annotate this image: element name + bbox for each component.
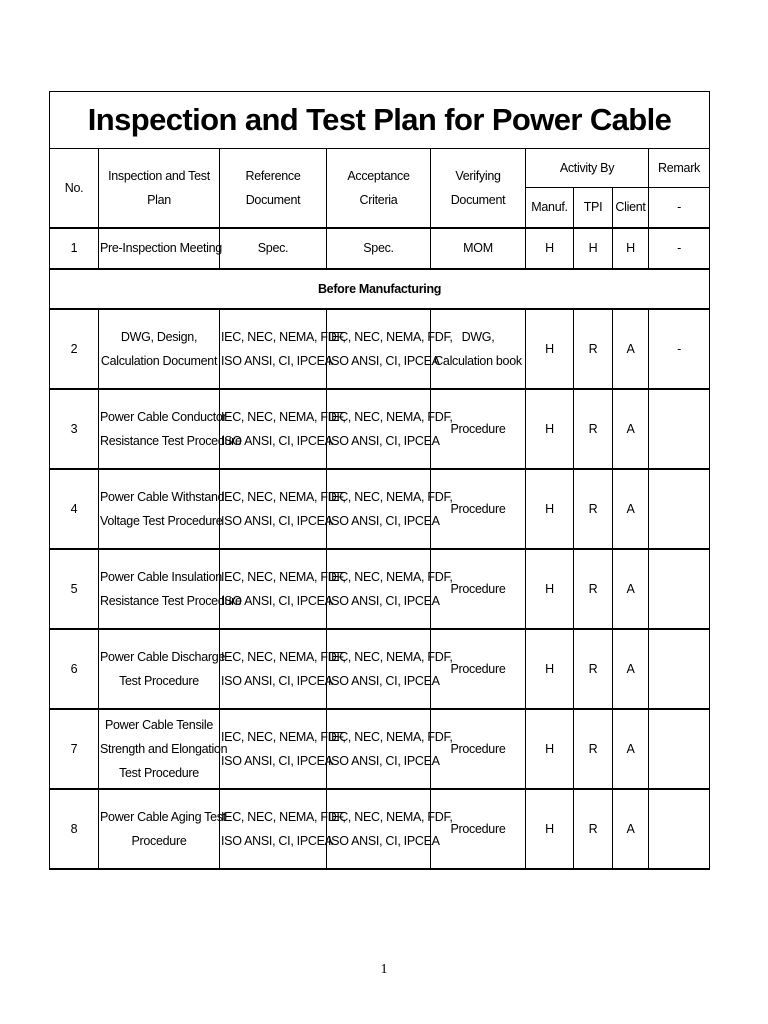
manuf-cell: H [526, 469, 574, 549]
tpi-cell: R [574, 629, 613, 709]
manuf-cell: H [526, 309, 574, 389]
remark-cell: - [649, 309, 710, 389]
tpi-cell: H [574, 228, 613, 269]
client-cell: A [613, 789, 649, 869]
cell-text-line: Procedure [450, 581, 506, 596]
inspection-test-plan-cell [99, 469, 225, 549]
reference-document-cell [220, 709, 346, 789]
table-row [50, 709, 710, 789]
reference-document-cell [220, 469, 346, 549]
row-number-cell: 7 [50, 709, 99, 789]
reference-document-cell [220, 309, 346, 389]
cell-text-line: ISO ANSI, CI, IPCEA [328, 513, 440, 528]
cell-text-line: Strength and Elongation [100, 741, 228, 756]
verifying-document-cell [431, 309, 526, 389]
tpi-cell: R [574, 389, 613, 469]
cell-text-line: Spec. [257, 241, 289, 255]
tpi-cell: R [574, 789, 613, 869]
cell-text-line: MOM [463, 241, 493, 255]
inspection-test-plan-cell [99, 709, 228, 789]
inspection-test-plan-cell [99, 389, 242, 469]
row-number-cell: 6 [50, 629, 99, 709]
cell-text-line: ISO ANSI, CI, IPCEA [221, 353, 333, 368]
inspection-test-plan-cell [99, 549, 242, 629]
cell-text-line: Power Cable Insulation [100, 569, 222, 584]
cell-text-line: IEC, NEC, NEMA, FDF, [328, 729, 453, 744]
acceptance-criteria-cell [327, 709, 453, 789]
manuf-cell: H [526, 389, 574, 469]
remark-cell [649, 549, 710, 629]
cell-text-line: ISO ANSI, CI, IPCEA [221, 673, 333, 688]
cell-text-line: IEC, NEC, NEMA, FDF, [221, 569, 346, 584]
manuf-cell: H [526, 789, 574, 869]
header-remark-value: - [649, 188, 710, 228]
tpi-cell: R [574, 469, 613, 549]
tpi-cell: R [574, 709, 613, 789]
cell-text-line: DWG, [461, 329, 495, 344]
header-remark: Remark [649, 149, 710, 188]
cell-text-line: Power Cable Conductor [100, 409, 227, 424]
cell-text-line: ISO ANSI, CI, IPCEA [328, 673, 440, 688]
cell-text-line: Procedure [450, 421, 506, 436]
reference-document-cell [220, 789, 346, 869]
reference-document-cell [220, 228, 327, 269]
cell-text-line: Pre-Inspection Meeting [100, 241, 222, 255]
table-row [50, 309, 710, 389]
row-number-cell: 1 [50, 228, 99, 269]
acceptance-criteria-cell [327, 309, 453, 389]
verifying-document-cell [431, 549, 526, 629]
client-cell: A [613, 629, 649, 709]
row-number-cell: 3 [50, 389, 99, 469]
row-number-cell: 4 [50, 469, 99, 549]
cell-text-line: Procedure [450, 501, 506, 516]
header-tpi: TPI [574, 188, 613, 228]
cell-text-line: Voltage Test Procedure [100, 513, 223, 528]
cell-text-line: Test Procedure [119, 765, 199, 780]
verifying-document-cell [431, 709, 526, 789]
acceptance-criteria-cell [327, 389, 453, 469]
acceptance-criteria-cell [327, 789, 453, 869]
row-number-cell: 8 [50, 789, 99, 869]
cell-text-line: Spec. [363, 241, 394, 255]
cell-text-line: Procedure [450, 821, 506, 836]
inspection-test-plan-cell [99, 309, 220, 389]
cell-text-line: ISO ANSI, CI, IPCEA [221, 513, 333, 528]
table-row [50, 228, 710, 269]
cell-text-line: Test Procedure [119, 673, 199, 688]
cell-text-line: DWG, Design, [120, 329, 198, 344]
header-verifying-document: Verifying Document [431, 149, 526, 228]
cell-text-line: Power Cable Aging Test [100, 809, 226, 824]
cell-text-line: Power Cable Withstand [100, 489, 225, 504]
cell-text-line: Procedure [131, 833, 187, 848]
table-row [50, 469, 710, 549]
acceptance-criteria-cell [327, 549, 453, 629]
cell-text-line: IEC, NEC, NEMA, FDF, [221, 729, 346, 744]
tpi-cell: R [574, 309, 613, 389]
cell-text-line: IEC, NEC, NEMA, FDF, [328, 569, 453, 584]
cell-text-line: IEC, NEC, NEMA, FDF, [328, 809, 453, 824]
header-row-1 [50, 149, 710, 188]
row-number-cell: 2 [50, 309, 99, 389]
client-cell: A [613, 309, 649, 389]
reference-document-cell [220, 629, 346, 709]
cell-text-line: IEC, NEC, NEMA, FDF, [328, 409, 453, 424]
client-cell: A [613, 549, 649, 629]
client-cell: A [613, 709, 649, 789]
header-acceptance-criteria: Acceptance Criteria [327, 149, 431, 228]
header-activity-by: Activity By [526, 149, 649, 188]
remark-cell: - [649, 228, 710, 269]
manuf-cell: H [526, 709, 574, 789]
client-cell: A [613, 389, 649, 469]
cell-text-line: IEC, NEC, NEMA, FDF, [328, 329, 453, 344]
cell-text-line: Calculation Document [100, 353, 218, 368]
remark-cell [649, 389, 710, 469]
header-no: No. [50, 149, 99, 228]
cell-text-line: Procedure [450, 661, 506, 676]
cell-text-line: ISO ANSI, CI, IPCEA [221, 593, 333, 608]
table-row [50, 629, 710, 709]
verifying-document-cell [431, 389, 526, 469]
cell-text-line: IEC, NEC, NEMA, FDF, [221, 649, 346, 664]
section-label: Before Manufacturing [50, 269, 710, 309]
cell-text-line: Resistance Test Procedure [100, 593, 242, 608]
header-reference-document: Reference Document [220, 149, 327, 228]
verifying-document-cell [431, 629, 526, 709]
cell-text-line: IEC, NEC, NEMA, FDF, [221, 489, 346, 504]
cell-text-line: Calculation book [434, 353, 522, 368]
header-manuf: Manuf. [526, 188, 574, 228]
acceptance-criteria-cell [327, 629, 453, 709]
manuf-cell: H [526, 549, 574, 629]
cell-text-line: ISO ANSI, CI, IPCEA [221, 433, 333, 448]
cell-text-line: IEC, NEC, NEMA, FDF, [221, 409, 346, 424]
cell-text-line: ISO ANSI, CI, IPCEA [328, 833, 440, 848]
tpi-cell: R [574, 549, 613, 629]
remark-cell [649, 629, 710, 709]
table-row [50, 549, 710, 629]
manuf-cell: H [526, 629, 574, 709]
inspection-test-plan-table [49, 91, 710, 870]
inspection-test-plan-cell [99, 228, 220, 269]
cell-text-line: ISO ANSI, CI, IPCEA [328, 433, 440, 448]
cell-text-line: Power Cable Discharge [100, 649, 226, 664]
client-cell: H [613, 228, 649, 269]
cell-text-line: IEC, NEC, NEMA, FDF, [328, 649, 453, 664]
verifying-document-cell [431, 789, 526, 869]
reference-document-cell [220, 549, 346, 629]
cell-text-line: Power Cable Tensile [104, 717, 214, 732]
header-client: Client [613, 188, 649, 228]
client-cell: A [613, 469, 649, 549]
remark-cell [649, 469, 710, 549]
remark-cell [649, 709, 710, 789]
verifying-document-cell [431, 228, 526, 269]
cell-text-line: Procedure [450, 741, 506, 756]
cell-text-line: Resistance Test Procedure [100, 433, 242, 448]
header-inspection-test-plan: Inspection and Test Plan [99, 149, 220, 228]
page-number: 1 [380, 962, 388, 977]
cell-text-line: ISO ANSI, CI, IPCEA [221, 833, 333, 848]
cell-text-line: ISO ANSI, CI, IPCEA [328, 753, 440, 768]
cell-text-line: ISO ANSI, CI, IPCEA [328, 593, 440, 608]
manuf-cell: H [526, 228, 574, 269]
table-row [50, 389, 710, 469]
section-row [50, 269, 710, 309]
title-row [50, 92, 710, 149]
cell-text-line: IEC, NEC, NEMA, FDF, [221, 809, 346, 824]
cell-text-line: IEC, NEC, NEMA, FDF, [221, 329, 346, 344]
reference-document-cell [220, 389, 346, 469]
table-row [50, 789, 710, 869]
cell-text-line: ISO ANSI, CI, IPCEA [328, 353, 440, 368]
row-number-cell: 5 [50, 549, 99, 629]
inspection-test-plan-cell [99, 789, 226, 869]
document-title: Inspection and Test Plan for Power Cable [50, 92, 710, 149]
inspection-test-plan-cell [99, 629, 226, 709]
acceptance-criteria-cell [327, 228, 431, 269]
cell-text-line: ISO ANSI, CI, IPCEA [221, 753, 333, 768]
cell-text-line: IEC, NEC, NEMA, FDF, [328, 489, 453, 504]
verifying-document-cell [431, 469, 526, 549]
remark-cell [649, 789, 710, 869]
acceptance-criteria-cell [327, 469, 453, 549]
